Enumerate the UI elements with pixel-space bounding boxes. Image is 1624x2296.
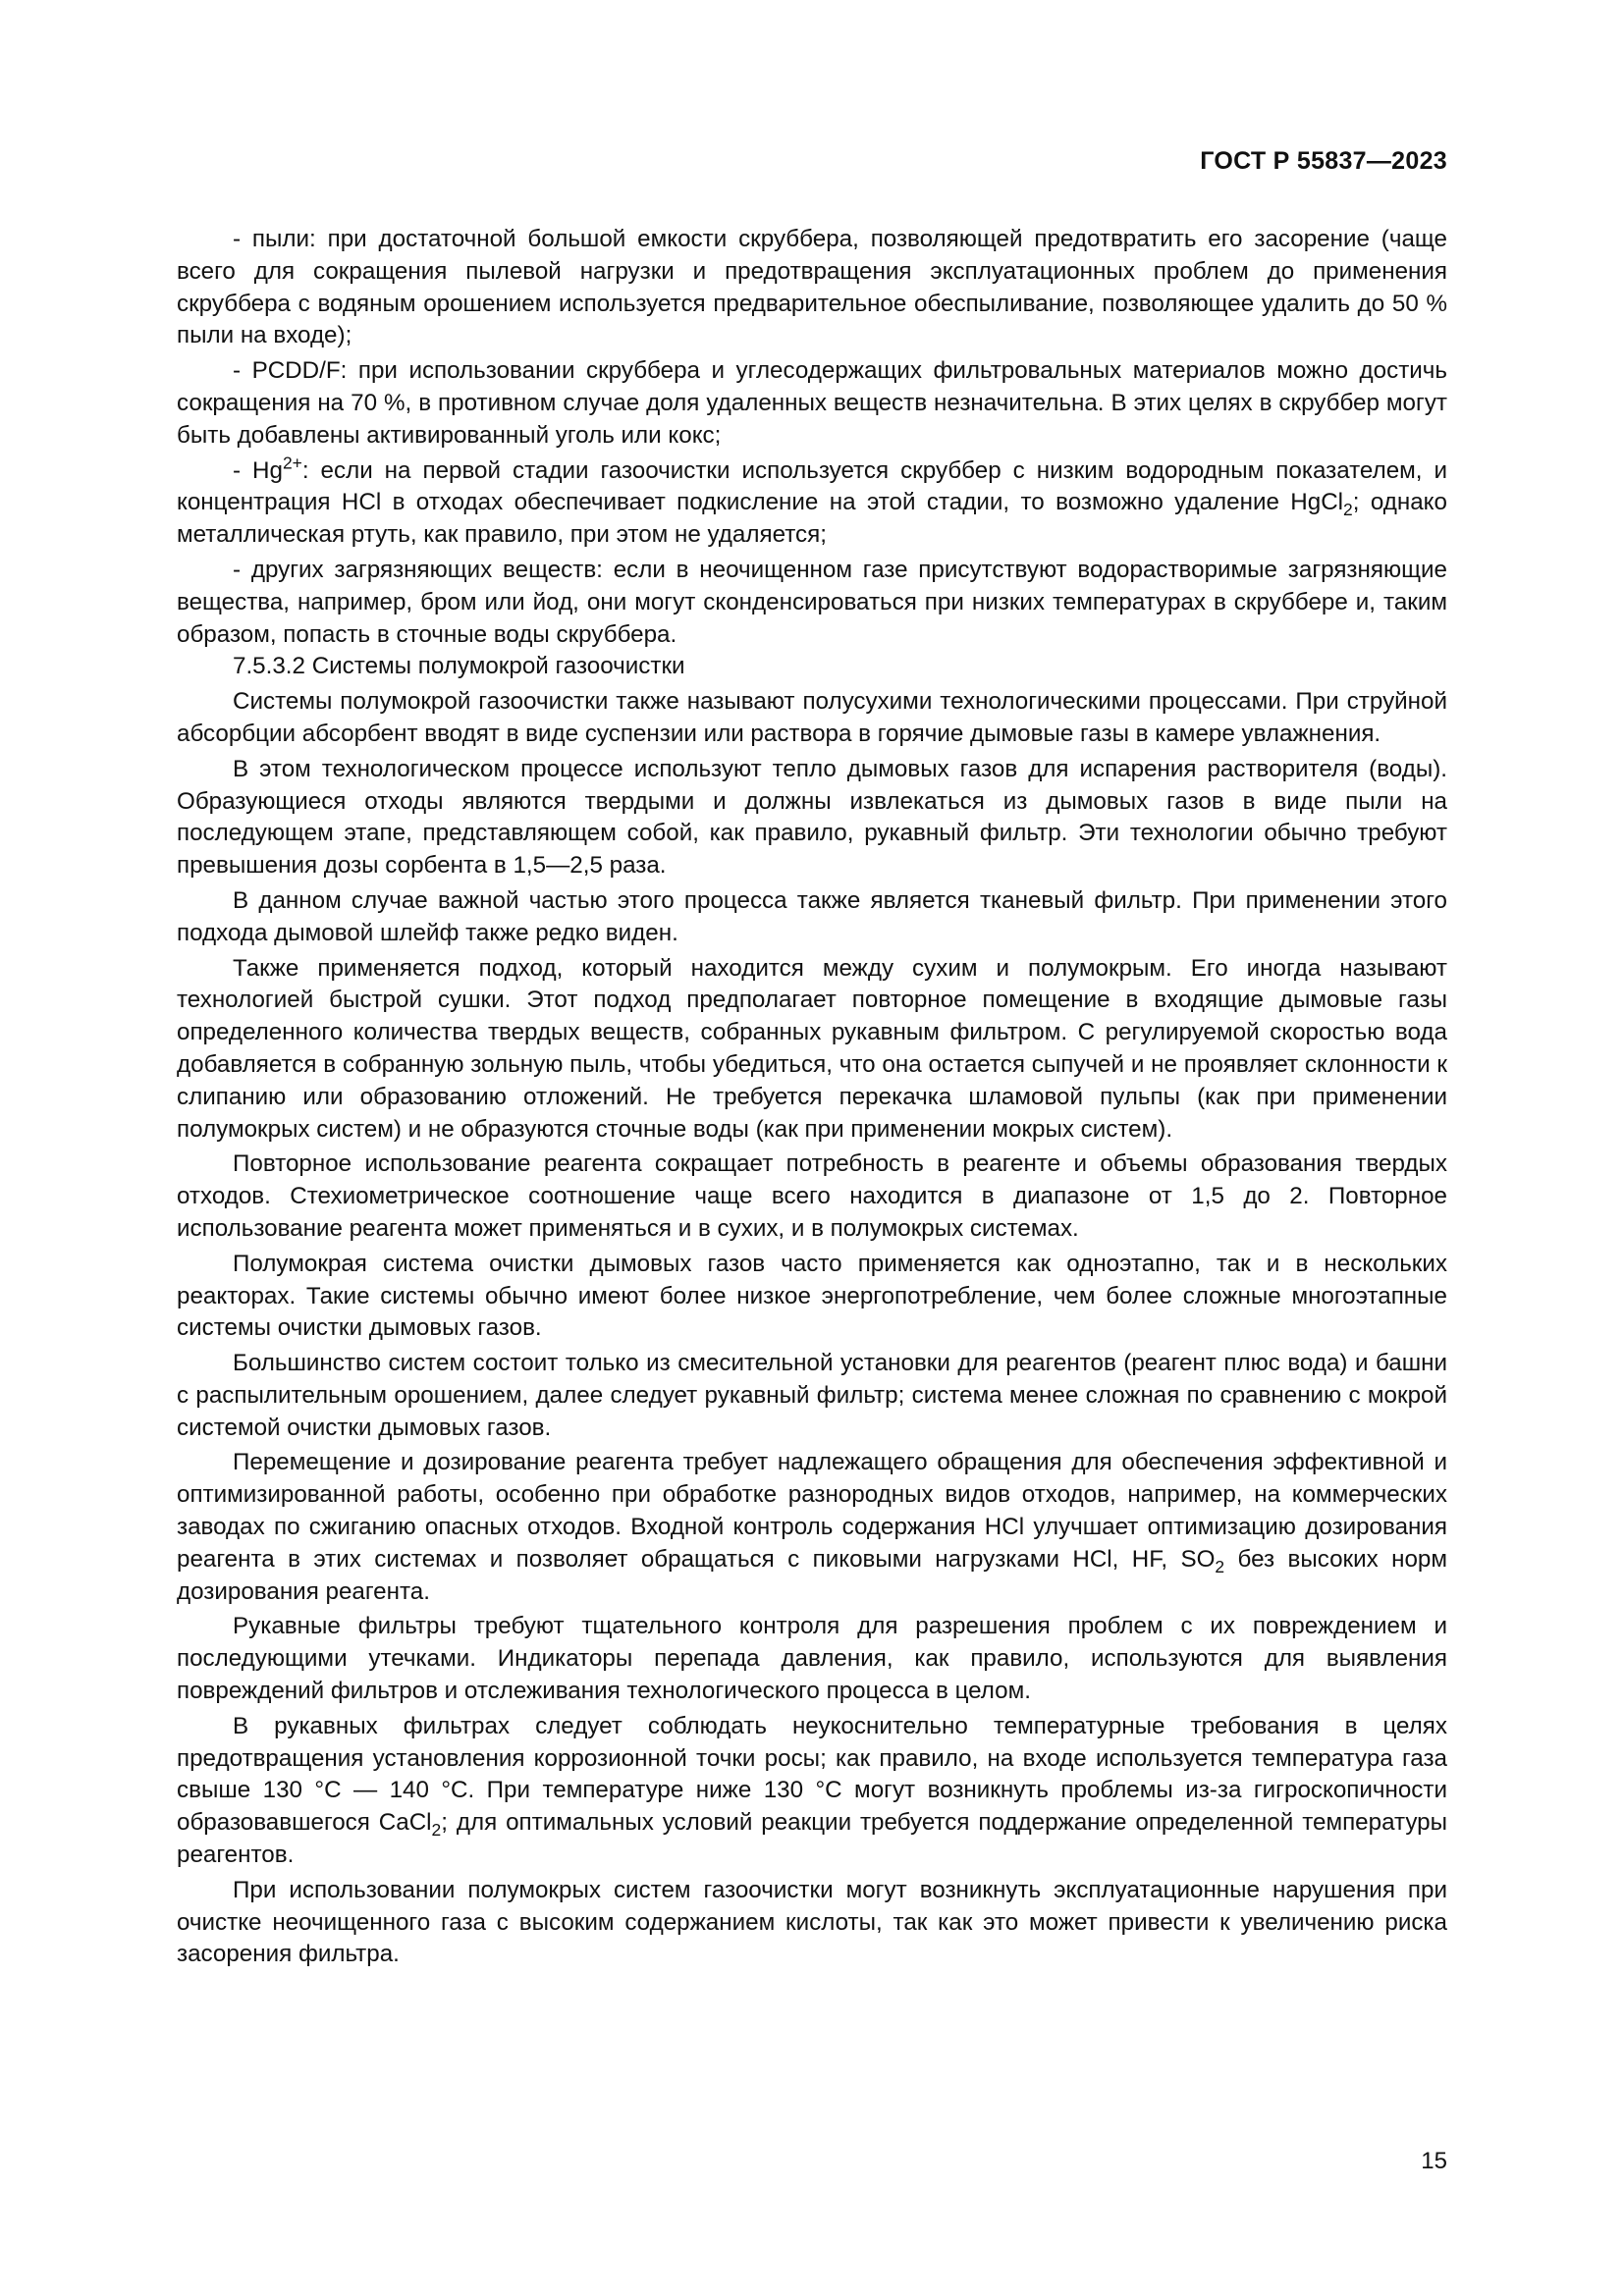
paragraph-other-pollutants: - других загрязняющих веществ: если в неочищенном газе присутствуют водорастворимые загрязняющие вещества, например, бром или йод, они могут сконденсироваться при низких температурах в скруббере и, таким образом, попасть в сточные воды скруббера.: [177, 556, 1447, 648]
section-heading-7-5-3-2: 7.5.3.2 Системы полумокрой газоочистки: [233, 653, 685, 680]
paragraph-temperature-part-a: В рукавных фильтрах следует соблюдать неукоснительно температурные требования в целях предотвращения установления коррозионной точки росы; как правило, на входе используется температура газа свыше 130 °C — 140 °C. При температуре ниже 130 °C могут возникнуть проблемы из-за гигроскопичности образовавшегося CaCl: [177, 1712, 1447, 1837]
paragraph-mercury-part-c: ; однако металлическая ртуть, как правило, при этом не удаляется;: [177, 489, 1447, 549]
paragraph-reagent-dosing-part-a: Перемещение и дозирование реагента требует надлежащего обращения для обеспечения эффективной и оптимизированной работы, особенно при обработке разнородных видов отходов, например, на коммерческих заводах по сжиганию опасных отходов. Входной контроль содержания HCl улучшает оптимизацию дозирования реагента в этих системах и позволяет обращаться с пиковыми нагрузками HCl, HF, SO: [177, 1449, 1447, 1573]
paragraph-mercury: [177, 455, 1447, 552]
hgcl2-subscript: 2: [1343, 500, 1353, 520]
paragraph-single-stage: Полумокрая система очистки дымовых газов часто применяется как одноэтапно, так и в нескольких реакторах. Такие системы обычно имеют более низкое энергопотребление, чем более сложные многоэтапные системы очистки дымовых газов.: [177, 1250, 1447, 1342]
so2-subscript: 2: [1215, 1556, 1225, 1576]
paragraph-evaporation: В этом технологическом процессе используют тепло дымовых газов для испарения растворителя (воды). Образующиеся отходы являются твердыми и должны извлекаться из дымовых газов в виде пыли на последующем этапе, представляющем собой, как правило, рукавный фильтр. Эти технологии обычно требуют превышения дозы сорбента в 1,5—2,5 раза.: [177, 755, 1447, 880]
paragraph-reagent-dosing-part-b: без высоких норм дозирования реагента.: [177, 1545, 1447, 1605]
paragraph-reagent-dosing: [177, 1447, 1447, 1608]
mercury-charge-superscript: 2+: [282, 453, 302, 472]
paragraph-flash-dry: Также применяется подход, который находится между сухим и полумокрым. Его иногда называют технологией быстрой сушки. Этот подход предполагает повторное помещение в входящие дымовые газы определенного количества твердых веществ, собранных рукавным фильтром. С регулируемой скоростью вода добавляется в собранную зольную пыль, чтобы убедиться, что она остается сыпучей и не проявляет склонности к слипанию или образованию отложений. Не требуется перекачка шламовой пульпы (как при применении полумокрых систем) и не образуются сточные воды (как при применении мокрых систем).: [177, 954, 1447, 1143]
page-number: 15: [1421, 2148, 1447, 2174]
paragraph-bag-filter-control: Рукавные фильтры требуют тщательного контроля для разрешения проблем с их повреждением и последующими утечками. Индикаторы перепада давления, как правило, используются для выявления повреждений фильтров и отслеживания технологического процесса в целом.: [177, 1613, 1447, 1705]
paragraph-temperature-part-b: ; для оптимальных условий реакции требуется поддержание определенной температуры реагентов.: [177, 1809, 1448, 1869]
paragraph-semi-wet-intro: Системы полумокрой газоочистки также называют полусухими технологическими процессами. При струйной абсорбции абсорбент вводят в виде суспензии или раствора в горячие дымовые газы в камере увлажнения.: [177, 688, 1447, 747]
paragraph-operational-issues: При использовании полумокрых систем газоочистки могут возникнуть эксплуатационные нарушения при очистке неочищенного газа с высоким содержанием кислоты, так как это может привести к увеличению риска засорения фильтра.: [177, 1876, 1447, 1968]
cacl2-subscript: 2: [431, 1820, 442, 1841]
paragraph-mercury-part-a: - Hg: [233, 456, 283, 484]
document-code-header: ГОСТ Р 55837—2023: [1200, 147, 1447, 175]
paragraph-reagent-reuse: Повторное использование реагента сокращает потребность в реагенте и объемы образования твердых отходов. Стехиометрическое соотношение чаще всего находится в диапазоне от 1,5 до 2. Повторное использование реагента может применяться и в сухих, и в полумокрых системах.: [177, 1150, 1447, 1242]
paragraph-fabric-filter: В данном случае важной частью этого процесса также является тканевый фильтр. При применении этого подхода дымовой шлейф также редко виден.: [177, 886, 1447, 946]
paragraph-dust: - пыли: при достаточной большой емкости скруббера, позволяющей предотвратить его засорение (чаще всего для сокращения пылевой нагрузки и предотвращения эксплуатационных проблем до применения скруббера с водяным орошением используется предварительное обеспыливание, позволяющее удалить до 50 % пыли на входе);: [177, 226, 1447, 349]
paragraph-mercury-part-b: : если на первой стадии газоочистки используется скруббер с низким водородным показателем, и концентрация HCl в отходах обеспечивает подкисление на этой стадии, то возможно удаление HgCl: [177, 456, 1447, 516]
document-body: [177, 224, 1447, 1971]
paragraph-temperature: [177, 1711, 1447, 1872]
paragraph-mixing-unit: Большинство систем состоит только из смесительной установки для реагентов (реагент плюс вода) и башни с распылительным орошением, далее следует рукавный фильтр; система менее сложная по сравнению с мокрой системой очистки дымовых газов.: [177, 1350, 1447, 1441]
paragraph-pcdd: - PCDD/F: при использовании скруббера и углесодержащих фильтровальных материалов можно достичь сокращения на 70 %, в противном случае доля удаленных веществ незначительна. В этих целях в скруббер могут быть добавлены активированный уголь или кокс;: [177, 357, 1447, 449]
